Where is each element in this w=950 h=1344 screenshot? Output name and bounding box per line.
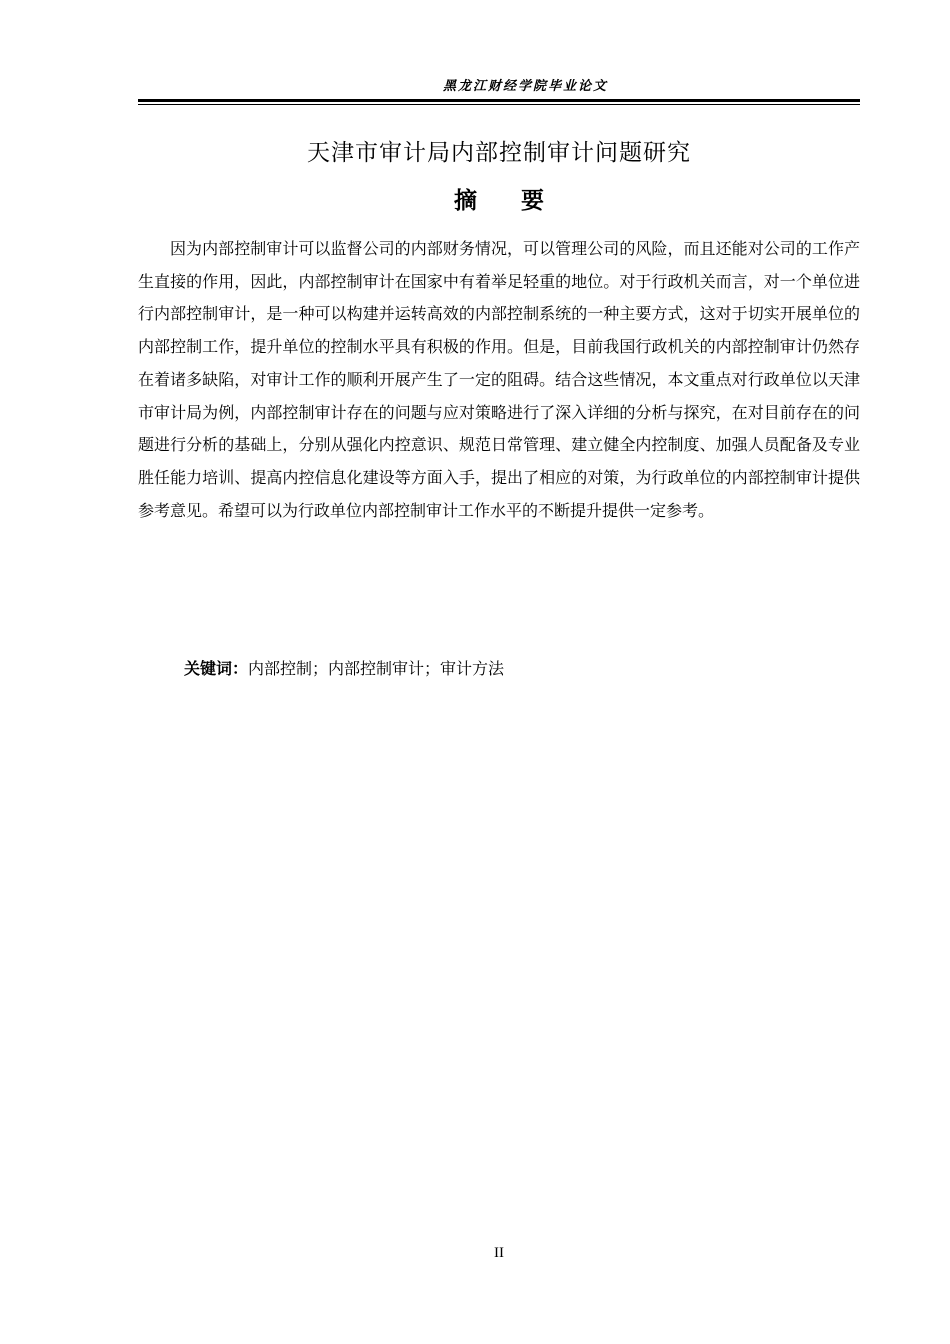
abstract-heading: 摘要: [454, 188, 588, 214]
header-rule-thin: [138, 104, 860, 105]
keywords-line: [184, 654, 860, 684]
abstract-body: 因为内部控制审计可以监督公司的内部财务情况，可以管理公司的风险，而且还能对公司的工作产生直接的作用，因此，内部控制审计在国家中有着举足轻重的地位。对于行政机关而言，对一个单位进行内部控制审计，是一种可以构建并运转高效的内部控制系统的一种主要方式，这对于切实开展单位的内部控制工作，提升单位的控制水平具有积极的作用。但是，目前我国行政机关的内部控制审计仍然存在着诸多缺陷，对审计工作的顺利开展产生了一定的阻碍。结合这些情况，本文重点对行政单位以天津市审计局为例，内部控制审计存在的问题与应对策略进行了深入详细的分析与探究，在对目前存在的问题进行分析的基础上，分别从强化内控意识、规范日常管理、建立健全内控制度、加强人员配备及专业胜任能力培训、提高内控信息化建设等方面入手，提出了相应的对策，为行政单位的内部控制审计提供参考意见。希望可以为行政单位内部控制审计工作水平的不断提升提供一定参考。: [138, 239, 860, 520]
running-header: 黑龙江财经学院毕业论文: [442, 79, 608, 94]
page-number: II: [494, 1245, 504, 1261]
paper-title: 天津市审计局内部控制审计问题研究: [307, 140, 691, 166]
header-rule-thick: [138, 99, 860, 102]
keywords-label: 关键词：: [184, 659, 249, 678]
keywords-value: 内部控制；内部控制审计；审计方法: [248, 659, 505, 678]
